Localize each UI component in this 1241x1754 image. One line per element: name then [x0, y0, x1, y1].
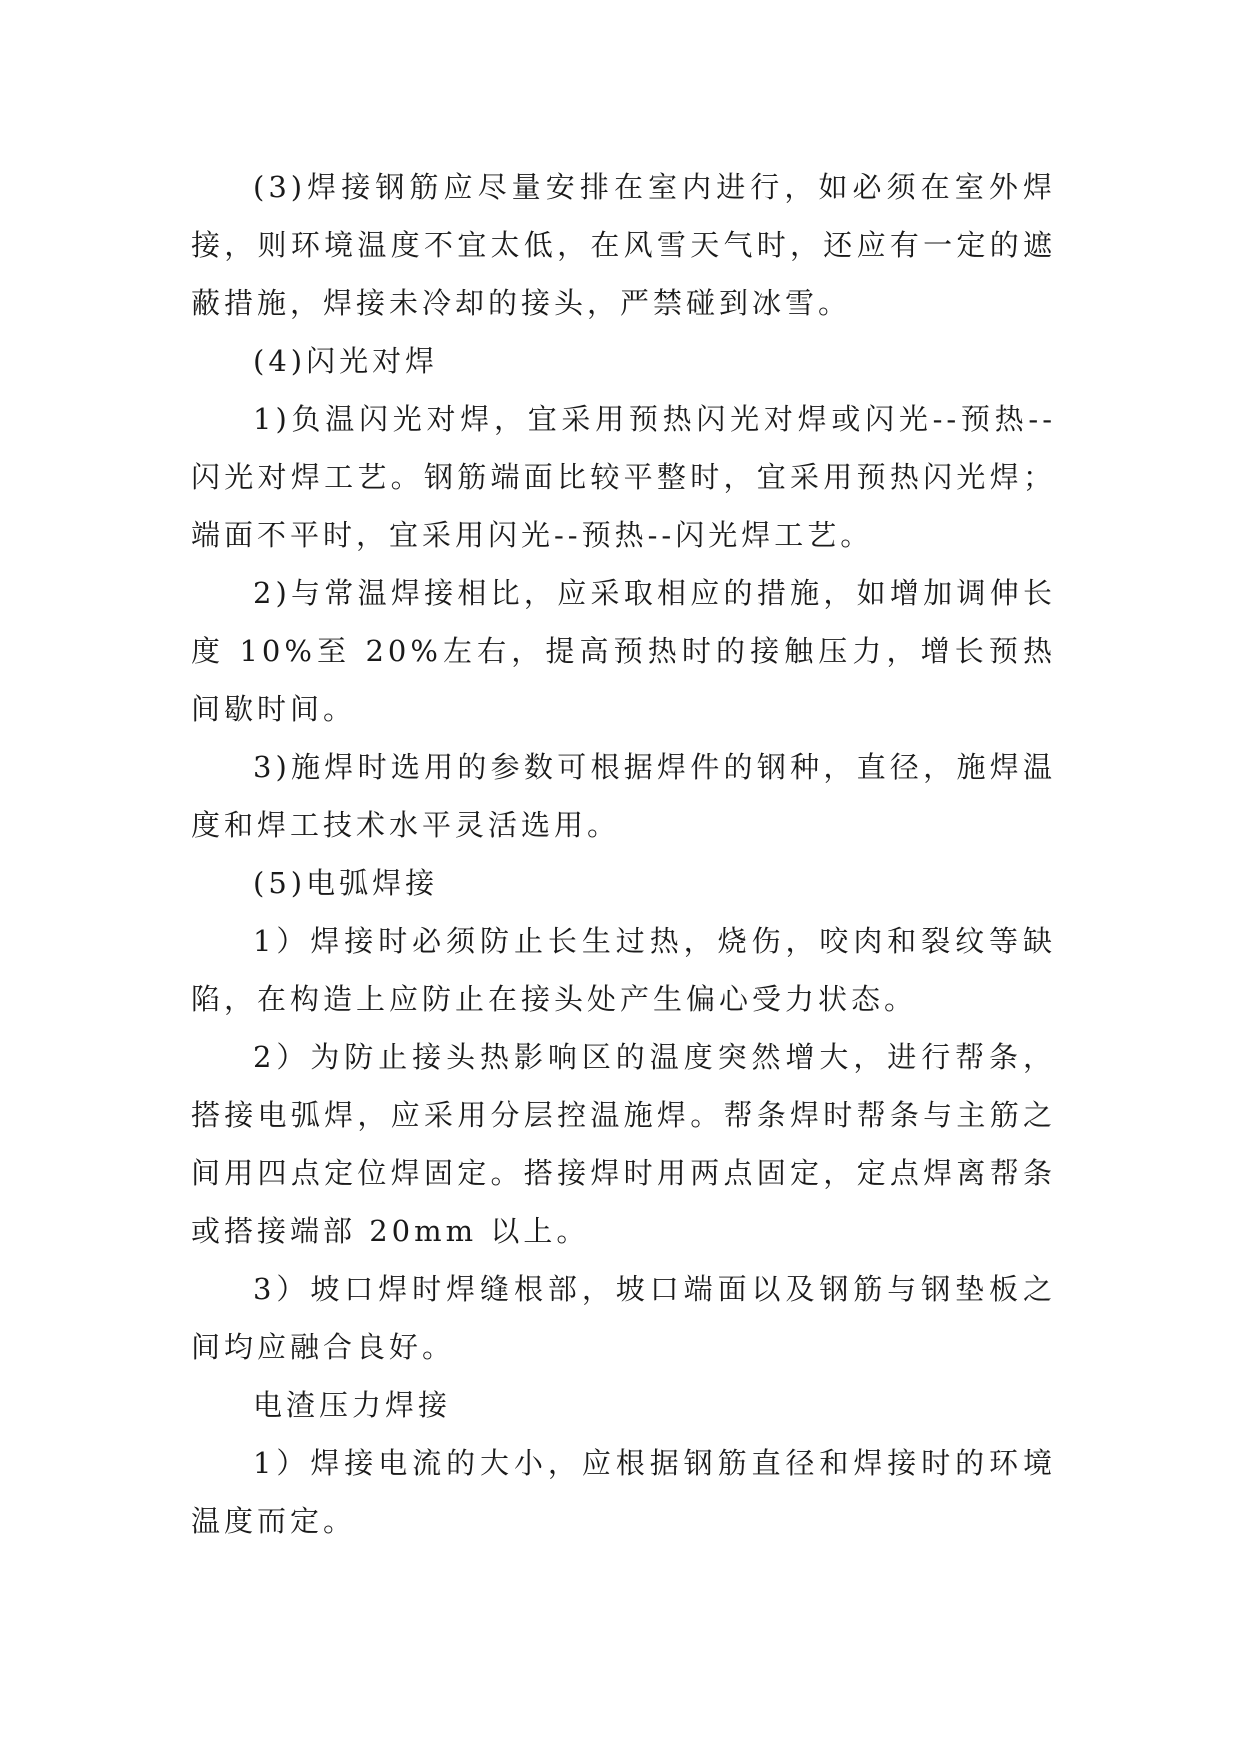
paragraph-flash-butt-2: 2)与常温焊接相比，应采取相应的措施，如增加调伸长度 10%至 20%左右，提高预热时的接触压力，增长预热间歇时间。 [191, 576, 1056, 726]
paragraph-arc-welding-2: 2）为防止接头热影响区的温度突然增大，进行帮条，搭接电弧焊，应采用分层控温施焊。帮条焊时帮条与主筋之间用四点定位焊固定。搭接焊时用两点固定，定点焊离帮条或搭接端部 20mm 以上。 [191, 1040, 1056, 1248]
paragraph-arc-welding-3: 3）坡口焊时焊缝根部，坡口端面以及钢筋与钢垫板之间均应融合良好。 [191, 1272, 1056, 1364]
document-page [191, 158, 1056, 1550]
paragraph-outdoor-welding: (3)焊接钢筋应尽量安排在室内进行，如必须在室外焊接，则环境温度不宜太低，在风雪天气时，还应有一定的遮蔽措施，焊接未冷却的接头，严禁碰到冰雪。 [191, 170, 1056, 320]
section-heading-electroslag-welding: 电渣压力焊接 [253, 1388, 452, 1422]
section-heading-arc-welding: (5)电弧焊接 [253, 866, 439, 900]
paragraph-arc-welding-1: 1）焊接时必须防止长生过热，烧伤，咬肉和裂纹等缺陷，在构造上应防止在接头处产生偏心受力状态。 [191, 924, 1056, 1016]
paragraph-flash-butt-1: 1)负温闪光对焊，宜采用预热闪光对焊或闪光--预热--闪光对焊工艺。钢筋端面比较平整时，宜采用预热闪光焊；端面不平时，宜采用闪光--预热--闪光焊工艺。 [191, 402, 1056, 552]
section-heading-flash-butt-welding: (4)闪光对焊 [253, 344, 439, 378]
paragraph-electroslag-1: 1）焊接电流的大小，应根据钢筋直径和焊接时的环境温度而定。 [191, 1446, 1056, 1538]
paragraph-flash-butt-3: 3)施焊时选用的参数可根据焊件的钢种，直径，施焊温度和焊工技术水平灵活选用。 [191, 750, 1056, 842]
